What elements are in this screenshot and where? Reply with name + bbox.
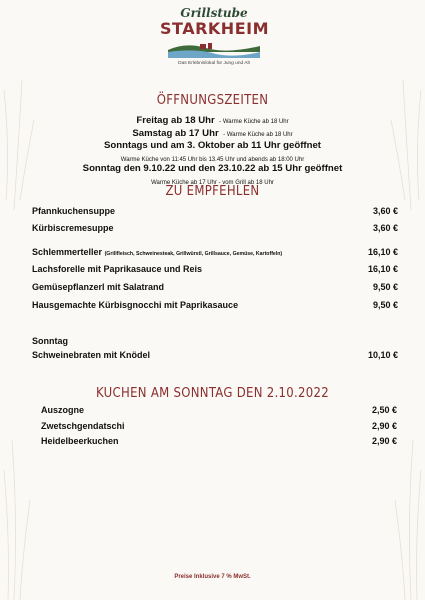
recommend-title: ZU EMPFEHLEN (165, 184, 260, 199)
menu-item (32, 247, 398, 259)
logo (160, 6, 268, 76)
item-name: Auszogne (41, 405, 85, 415)
item-price: 2,90 € (371, 421, 397, 431)
menu-subheading (32, 336, 398, 348)
item-price: 3,60 € (372, 223, 398, 233)
hours-line: Samstag ab 17 Uhr - Warme Küche ab 18 Uhr (132, 128, 293, 139)
menu-item (32, 300, 398, 312)
menu-item (32, 223, 398, 235)
menu-item (41, 436, 397, 448)
item-price: 16,10 € (367, 247, 398, 257)
logo-main-text: STARKHEIM (160, 19, 269, 38)
menu-item (32, 350, 398, 362)
item-price: 3,60 € (372, 206, 398, 216)
logo-tagline: Das Erlebnislokal für Jung und Alt (178, 61, 250, 66)
item-note: (Grillfleisch, Schweinesteak, Grillwürstl, Grillsauce, Gemüse, Kartoffeln) (104, 251, 283, 257)
menu-item (32, 206, 398, 218)
item-name: Zwetschgendatschi (41, 421, 125, 431)
hours-line: Freitag ab 18 Uhr - Warme Küche ab 18 Uhr (136, 115, 289, 126)
item-name: Schweinebraten mit Knödel (32, 350, 151, 360)
menu-item (32, 282, 398, 294)
logo-script-text: Grillstube (180, 6, 248, 20)
item-name: Schlemmerteller (32, 247, 103, 257)
item-price: 9,50 € (372, 282, 398, 292)
footer-note: Preise Inklusive 7 % MwSt. (174, 574, 251, 580)
hours-title: ÖFFNUNGSZEITEN (156, 93, 269, 108)
menu-item (32, 264, 398, 276)
hours-line: Sonntag den 9.10.22 und den 23.10.22 ab 15 Uhr geöffnet (82, 163, 343, 174)
item-price: 10,10 € (367, 350, 398, 360)
hours-line: Warme Küche von 11:45 Uhr bis 13.45 Uhr und abends ab 18:00 Uhr (120, 157, 305, 163)
item-name: Lachsforelle mit Paprikasauce und Reis (32, 264, 203, 274)
item-name: Sonntag (32, 336, 68, 346)
cakes-title: KUCHEN AM SONNTAG DEN 2.10.2022 (96, 386, 329, 401)
item-price: 16,10 € (367, 264, 398, 274)
menu-item (41, 405, 397, 417)
item-name: Gemüsepflanzerl mit Salatrand (32, 282, 165, 292)
item-price: 2,90 € (371, 436, 397, 446)
item-price: 9,50 € (372, 300, 398, 310)
item-name: Pfannkuchensuppe (32, 206, 116, 216)
hours-line: Sonntags und am 3. Oktober ab 11 Uhr geöffnet (104, 140, 321, 151)
item-price: 2,50 € (371, 405, 397, 415)
landscape-icon (166, 38, 262, 60)
item-name: Hausgemachte Kürbisgnocchi mit Paprikasauce (32, 300, 239, 310)
item-name: Kürbiscremesuppe (32, 223, 114, 233)
menu-item (41, 421, 397, 433)
item-name: Heidelbeerkuchen (41, 436, 119, 446)
hours-line: Warme Küche ab 17 Uhr - vom Grill ab 18 Uhr (151, 180, 274, 186)
